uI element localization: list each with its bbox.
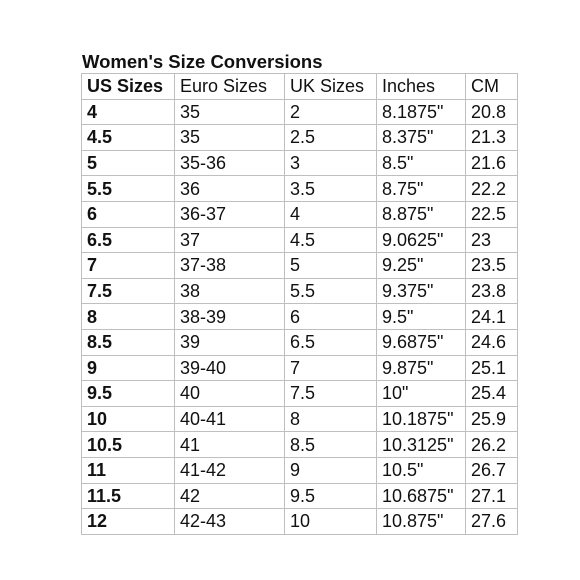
- cell-euro-size: 37-38: [175, 253, 285, 279]
- cell-cm: 23.8: [466, 278, 518, 304]
- cell-euro-size: 36: [175, 176, 285, 202]
- cell-inches: 8.75": [377, 176, 466, 202]
- cell-cm: 26.7: [466, 457, 518, 483]
- cell-uk-size: 7: [285, 355, 377, 381]
- cell-us-size: 10: [82, 406, 175, 432]
- cell-euro-size: 35: [175, 125, 285, 151]
- cell-us-size: 9: [82, 355, 175, 381]
- cell-inches: 10.5": [377, 457, 466, 483]
- cell-inches: 8.5": [377, 150, 466, 176]
- cell-uk-size: 5: [285, 253, 377, 279]
- cell-euro-size: 41-42: [175, 457, 285, 483]
- cell-us-size: 5.5: [82, 176, 175, 202]
- table-row: [82, 304, 518, 330]
- cell-uk-size: 4.5: [285, 227, 377, 253]
- cell-us-size: 7: [82, 253, 175, 279]
- cell-inches: 9.6875": [377, 329, 466, 355]
- cell-us-size: 6.5: [82, 227, 175, 253]
- cell-cm: 27.6: [466, 509, 518, 535]
- cell-euro-size: 38-39: [175, 304, 285, 330]
- cell-inches: 9.875": [377, 355, 466, 381]
- table-row: [82, 176, 518, 202]
- cell-us-size: 8.5: [82, 329, 175, 355]
- cell-uk-size: 4: [285, 201, 377, 227]
- cell-euro-size: 42: [175, 483, 285, 509]
- page-title: Women's Size Conversions: [82, 51, 323, 72]
- table-row: [82, 278, 518, 304]
- cell-cm: 22.5: [466, 201, 518, 227]
- table-row: [82, 150, 518, 176]
- column-header-cm: CM: [466, 74, 518, 100]
- cell-inches: 9.5": [377, 304, 466, 330]
- cell-uk-size: 8: [285, 406, 377, 432]
- cell-uk-size: 9: [285, 457, 377, 483]
- cell-cm: 27.1: [466, 483, 518, 509]
- cell-uk-size: 8.5: [285, 432, 377, 458]
- column-header-uk-sizes: UK Sizes: [285, 74, 377, 100]
- cell-euro-size: 37: [175, 227, 285, 253]
- cell-cm: 26.2: [466, 432, 518, 458]
- cell-inches: 10.875": [377, 509, 466, 535]
- size-conversion-table: [81, 73, 518, 535]
- table-row: [82, 406, 518, 432]
- cell-inches: 10.3125": [377, 432, 466, 458]
- cell-uk-size: 10: [285, 509, 377, 535]
- table-row: [82, 201, 518, 227]
- table-body: [82, 99, 518, 534]
- cell-euro-size: 41: [175, 432, 285, 458]
- cell-inches: 9.375": [377, 278, 466, 304]
- cell-inches: 9.0625": [377, 227, 466, 253]
- cell-euro-size: 35-36: [175, 150, 285, 176]
- table-row: [82, 125, 518, 151]
- cell-us-size: 11.5: [82, 483, 175, 509]
- cell-cm: 23.5: [466, 253, 518, 279]
- cell-uk-size: 9.5: [285, 483, 377, 509]
- cell-uk-size: 5.5: [285, 278, 377, 304]
- cell-uk-size: 7.5: [285, 381, 377, 407]
- cell-uk-size: 2: [285, 99, 377, 125]
- cell-cm: 25.4: [466, 381, 518, 407]
- cell-inches: 10.1875": [377, 406, 466, 432]
- cell-us-size: 11: [82, 457, 175, 483]
- cell-cm: 21.3: [466, 125, 518, 151]
- table-row: [82, 483, 518, 509]
- cell-us-size: 8: [82, 304, 175, 330]
- cell-euro-size: 42-43: [175, 509, 285, 535]
- cell-cm: 22.2: [466, 176, 518, 202]
- cell-euro-size: 35: [175, 99, 285, 125]
- cell-uk-size: 6: [285, 304, 377, 330]
- cell-euro-size: 40-41: [175, 406, 285, 432]
- cell-cm: 25.1: [466, 355, 518, 381]
- cell-us-size: 10.5: [82, 432, 175, 458]
- cell-us-size: 5: [82, 150, 175, 176]
- cell-euro-size: 39: [175, 329, 285, 355]
- cell-uk-size: 2.5: [285, 125, 377, 151]
- cell-euro-size: 36-37: [175, 201, 285, 227]
- cell-inches: 9.25": [377, 253, 466, 279]
- cell-euro-size: 40: [175, 381, 285, 407]
- cell-euro-size: 38: [175, 278, 285, 304]
- column-header-euro-sizes: Euro Sizes: [175, 74, 285, 100]
- cell-us-size: 12: [82, 509, 175, 535]
- table-row: [82, 329, 518, 355]
- cell-cm: 24.1: [466, 304, 518, 330]
- cell-inches: 10.6875": [377, 483, 466, 509]
- cell-inches: 8.375": [377, 125, 466, 151]
- cell-inches: 8.875": [377, 201, 466, 227]
- table-row: [82, 99, 518, 125]
- cell-cm: 24.6: [466, 329, 518, 355]
- cell-us-size: 4: [82, 99, 175, 125]
- table-row: [82, 381, 518, 407]
- column-header-inches: Inches: [377, 74, 466, 100]
- cell-cm: 25.9: [466, 406, 518, 432]
- cell-uk-size: 3.5: [285, 176, 377, 202]
- table-row: [82, 432, 518, 458]
- table-row: [82, 253, 518, 279]
- cell-cm: 20.8: [466, 99, 518, 125]
- table-row: [82, 227, 518, 253]
- cell-cm: 21.6: [466, 150, 518, 176]
- cell-inches: 10": [377, 381, 466, 407]
- cell-uk-size: 6.5: [285, 329, 377, 355]
- cell-us-size: 7.5: [82, 278, 175, 304]
- table-header-row: [82, 74, 518, 100]
- table-row: [82, 509, 518, 535]
- cell-euro-size: 39-40: [175, 355, 285, 381]
- cell-inches: 8.1875": [377, 99, 466, 125]
- cell-cm: 23: [466, 227, 518, 253]
- cell-us-size: 9.5: [82, 381, 175, 407]
- column-header-us-sizes: US Sizes: [82, 74, 175, 100]
- cell-us-size: 4.5: [82, 125, 175, 151]
- table-row: [82, 457, 518, 483]
- cell-us-size: 6: [82, 201, 175, 227]
- cell-uk-size: 3: [285, 150, 377, 176]
- table-row: [82, 355, 518, 381]
